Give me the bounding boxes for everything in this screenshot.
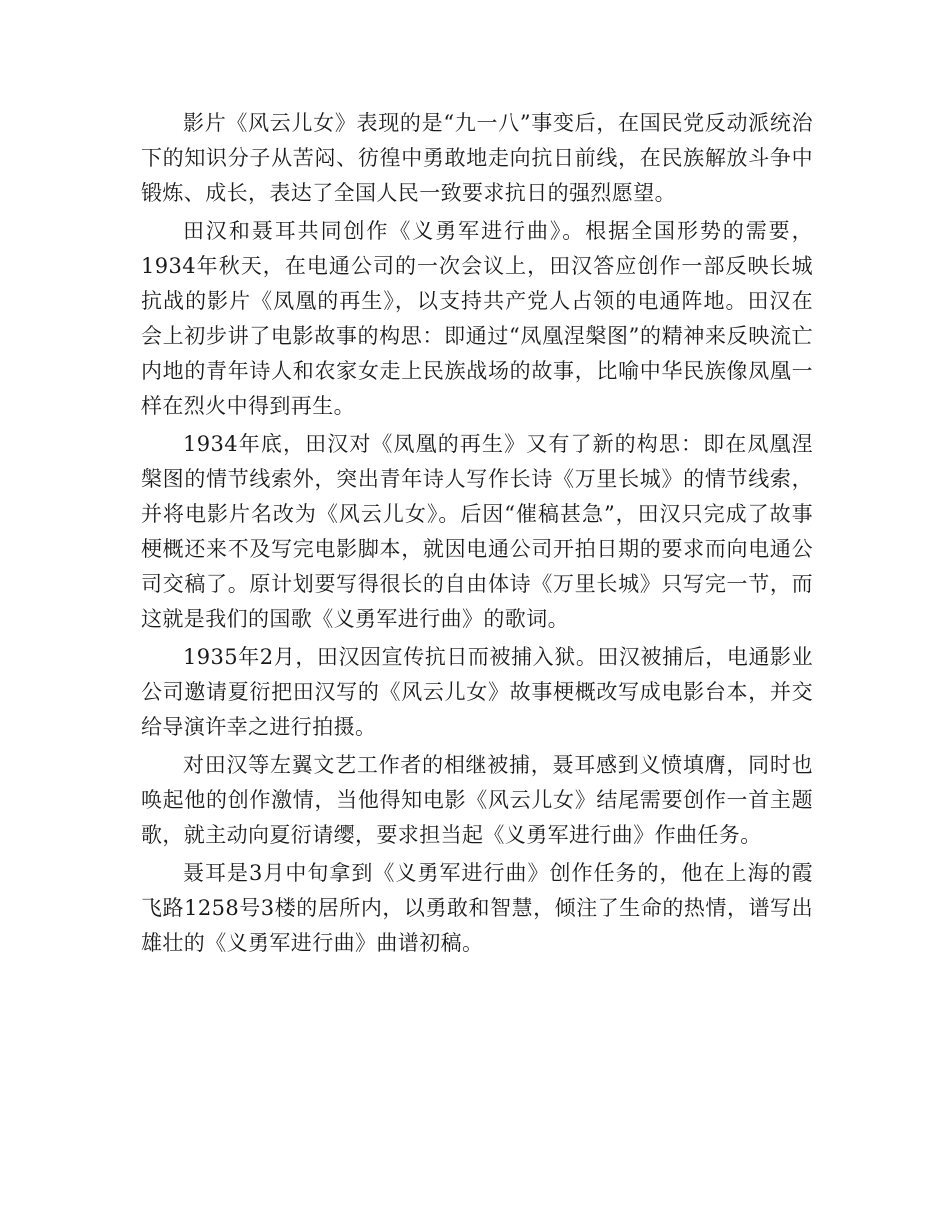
paragraph-5: 对田汉等左翼文艺工作者的相继被捕，聂耳感到义愤填膺，同时也唤起他的创作激情，当他得知电影《风云儿女》结尾需要创作一首主题歌，就主动向夏衍请缨，要求担当起《义勇军进行曲》作曲任务。 [141,753,813,847]
paragraph-2: 田汉和聂耳共同创作《义勇军进行曲》。根据全国形势的需要，1934年秋天，在电通公司的一次会议上，田汉答应创作一部反映长城抗战的影片《凤凰的再生》，以支持共产党人占领的电通阵地。田汉在会上初步讲了电影故事的构思：即通过“凤凰涅槃图”的精神来反映流亡内地的青年诗人和农家女走上民族战场的故事，比喻中华民族像凤凰一样在烈火中得到再生。 [141,219,813,418]
paragraph-3: 1934年底，田汉对《凤凰的再生》又有了新的构思：即在凤凰涅槃图的情节线索外，突出青年诗人写作长诗《万里长城》的情节线索，并将电影片名改为《风云儿女》。后因“催稿甚急”，田汉只完成了故事梗概还来不及写完电影脚本，就因电通公司开拍日期的要求而向电通公司交稿了。原计划要写得很长的自由体诗《万里长城》只写完一节，而这就是我们的国歌《义勇军进行曲》的歌词。 [141,432,813,631]
paragraph-6: 聂耳是3月中旬拿到《义勇军进行曲》创作任务的，他在上海的霞飞路1258号3楼的居所内，以勇敢和智慧，倾注了生命的热情，谱写出雄壮的《义勇军进行曲》曲谱初稿。 [141,861,813,955]
paragraph-4: 1935年2月，田汉因宣传抗日而被捕入狱。田汉被捕后，电通影业公司邀请夏衍把田汉写的《风云儿女》故事梗概改写成电影台本，并交给导演许幸之进行拍摄。 [141,645,813,739]
paragraph-1: 影片《风云儿女》表现的是“九一八”事变后，在国民党反动派统治下的知识分子从苦闷、彷徨中勇敢地走向抗日前线，在民族解放斗争中锻炼、成长，表达了全国人民一致要求抗日的强烈愿望。 [141,111,813,205]
document-body [141,106,813,961]
